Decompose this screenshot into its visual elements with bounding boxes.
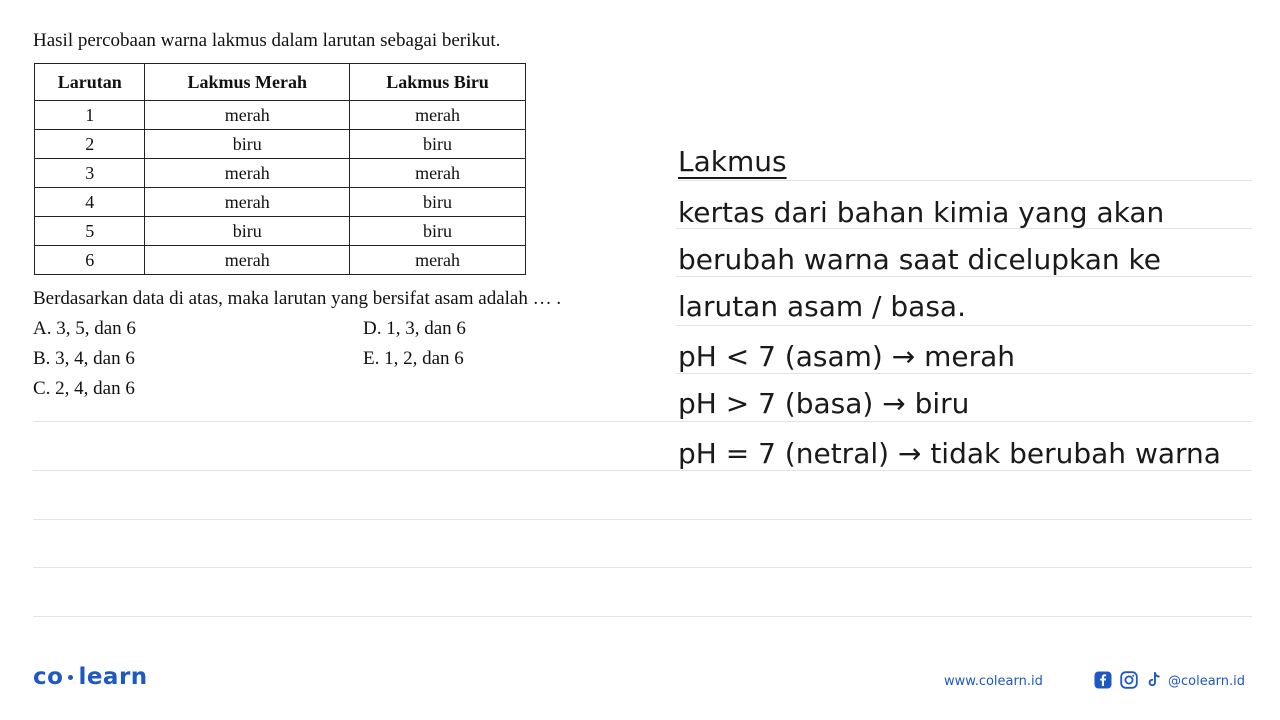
question-prompt: Berdasarkan data di atas, maka larutan yang bersifat asam adalah … . [33, 288, 562, 309]
notes-line: kertas dari bahan kimia yang akan [678, 196, 1165, 229]
ruled-line [676, 180, 1252, 181]
ruled-line [33, 567, 1252, 568]
table-row [35, 188, 526, 217]
table-cell: biru [145, 217, 350, 246]
ruled-line [33, 616, 1252, 617]
question-intro: Hasil percobaan warna lakmus dalam larutan sebagai berikut. [33, 30, 501, 51]
ruled-line [33, 519, 1252, 520]
litmus-table [34, 63, 526, 275]
table-row [35, 217, 526, 246]
table-cell: biru [350, 130, 526, 159]
option-d: D. 1, 3, dan 6 [363, 318, 466, 339]
table-cell: 4 [35, 188, 145, 217]
table-cell: biru [350, 217, 526, 246]
column-header: Larutan [35, 64, 145, 101]
notes-line: pH < 7 (asam) → merah [678, 340, 1016, 373]
table-row [35, 159, 526, 188]
logo-right: learn [78, 664, 148, 690]
option-b: B. 3, 4, dan 6 [33, 348, 135, 369]
ruled-line [676, 325, 1252, 326]
notes-line: larutan asam / basa. [678, 290, 966, 323]
table-cell: merah [145, 159, 350, 188]
table-cell: merah [350, 101, 526, 130]
notes-title: Lakmus [678, 145, 787, 178]
table-cell: 6 [35, 246, 145, 275]
colearn-logo [33, 664, 148, 690]
notes-line: berubah warna saat dicelupkan ke [678, 243, 1161, 276]
table-cell: 1 [35, 101, 145, 130]
website-link[interactable]: www.colearn.id [944, 674, 1043, 689]
logo-dot [68, 675, 73, 680]
table-row [35, 246, 526, 275]
column-header: Lakmus Merah [145, 64, 350, 101]
table-row [35, 101, 526, 130]
facebook-icon[interactable] [1094, 671, 1112, 689]
table-cell: biru [145, 130, 350, 159]
table-cell: merah [350, 246, 526, 275]
ruled-line [676, 373, 1252, 374]
instagram-icon[interactable] [1120, 671, 1138, 689]
notes-line: pH = 7 (netral) → tidak berubah warna [678, 437, 1221, 470]
table-cell: merah [145, 246, 350, 275]
table-cell: merah [145, 101, 350, 130]
social-handle[interactable]: @colearn.id [1168, 674, 1246, 689]
ruled-line [33, 470, 1252, 471]
table-cell: biru [350, 188, 526, 217]
table-cell: 3 [35, 159, 145, 188]
option-c: C. 2, 4, dan 6 [33, 378, 135, 399]
table-cell: merah [350, 159, 526, 188]
table-cell: merah [145, 188, 350, 217]
table-cell: 5 [35, 217, 145, 246]
table-cell: 2 [35, 130, 145, 159]
table-row [35, 130, 526, 159]
column-header: Lakmus Biru [350, 64, 526, 101]
option-a: A. 3, 5, dan 6 [33, 318, 136, 339]
tiktok-icon[interactable] [1145, 671, 1163, 689]
notes-line: pH > 7 (basa) → biru [678, 387, 970, 420]
ruled-line [676, 276, 1252, 277]
ruled-line [33, 421, 1252, 422]
option-e: E. 1, 2, dan 6 [363, 348, 464, 369]
logo-left: co [33, 664, 64, 690]
table-header-row [35, 64, 526, 101]
